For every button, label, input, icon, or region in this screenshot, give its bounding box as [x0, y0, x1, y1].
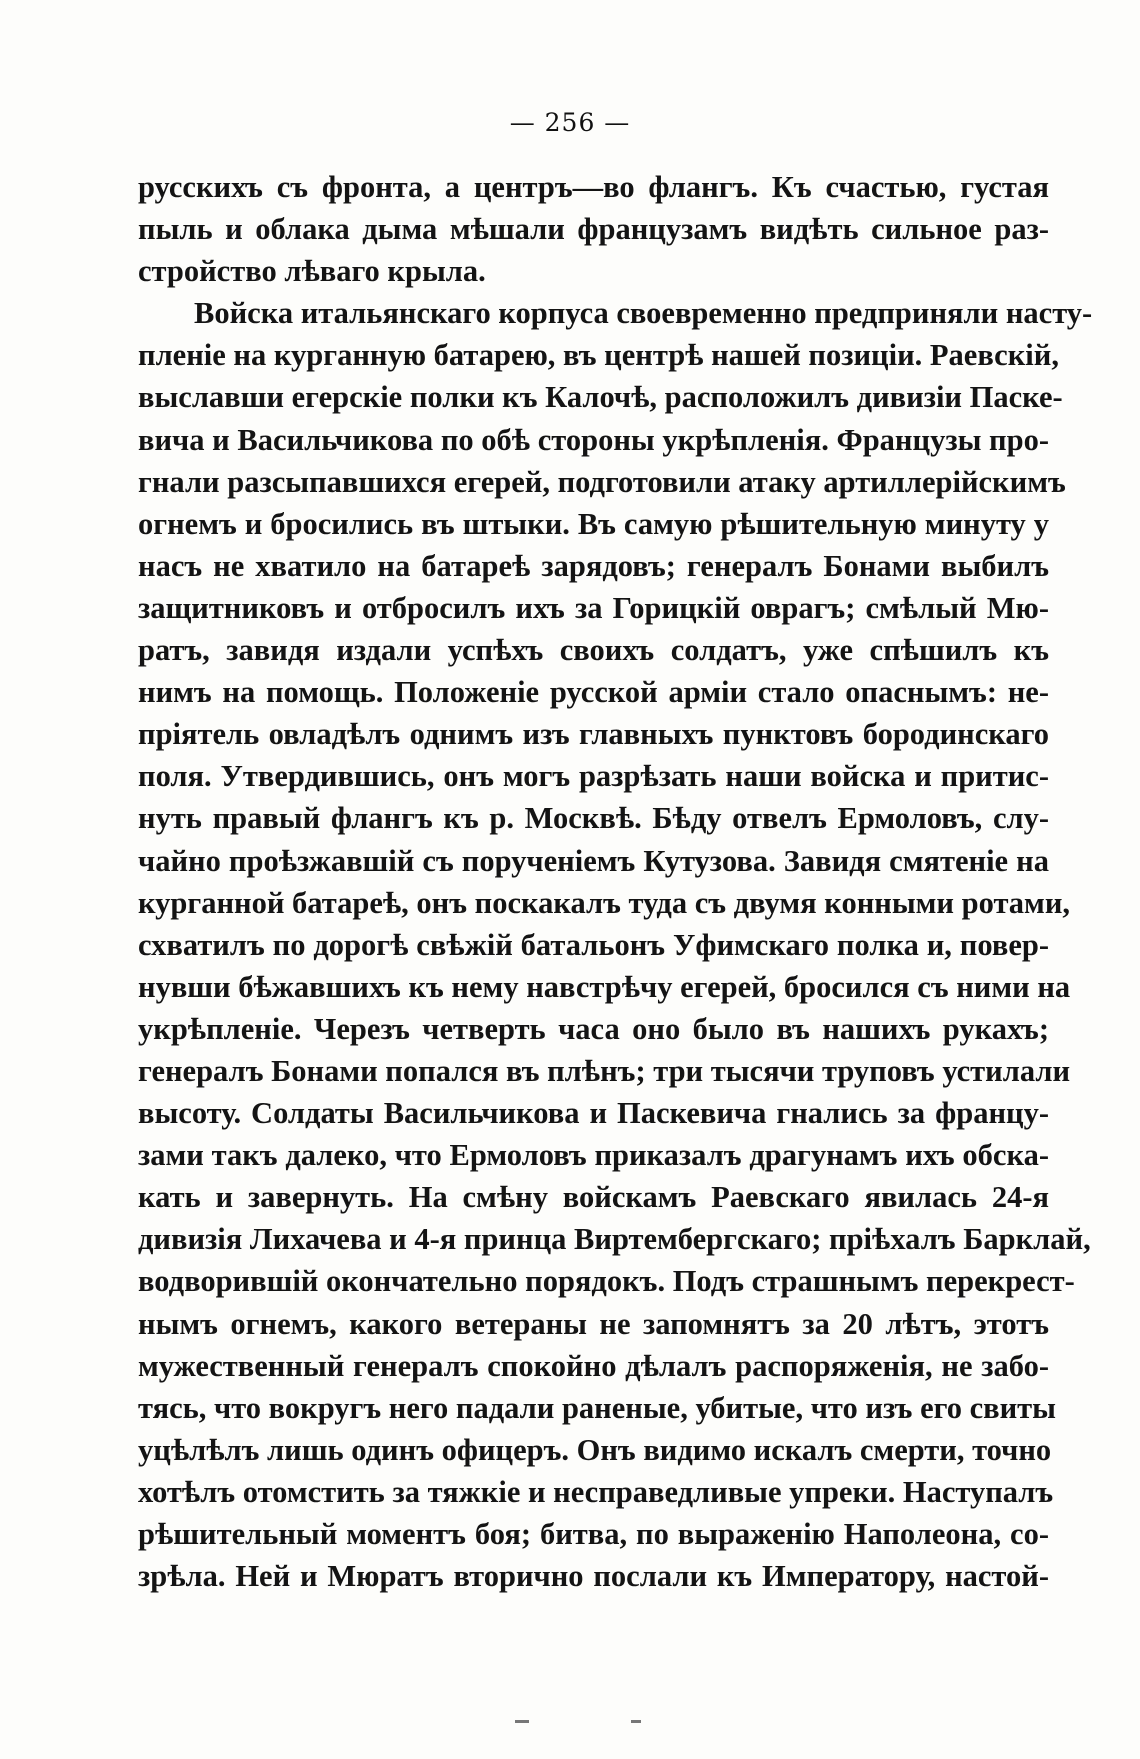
text-line: уцѣлѣлъ лишь одинъ офицеръ. Онъ видимо искалъ смерти, точно	[138, 1432, 1052, 1467]
text-line: кать и завернуть. На смѣну войскамъ Раевскаго явилась 24-я	[138, 1180, 1049, 1215]
text-line: высоту. Солдаты Васильчикова и Паскевича гнались за францу-	[138, 1096, 1049, 1131]
text-line: дивизія Лихачева и 4-я принца Виртембергскаго; пріѣхалъ Барклай,	[138, 1222, 1091, 1257]
text-line: выславши егерскіе полки къ Калочѣ, расположилъ дивизіи Паске-	[138, 380, 1063, 415]
text-line: пыль и облака дыма мѣшали французамъ видѣть сильное раз-	[138, 212, 1049, 247]
text-line: нымъ огнемъ, какого ветераны не запомнятъ за 20 лѣтъ, этотъ	[138, 1306, 1049, 1341]
text-line: насъ не хватило на батареѣ зарядовъ; генералъ Бонами выбилъ	[138, 548, 1049, 583]
text-line: тясь, что вокругъ него падали раненые, убитые, что изъ его свиты	[138, 1390, 1056, 1425]
text-line: гнали разсыпавшихся егерей, подготовили атаку артиллерійскимъ	[138, 464, 1066, 499]
text-line: курганной батареѣ, онъ поскакалъ туда съ двумя конными ротами,	[138, 885, 1071, 920]
text-line: укрѣпленіе. Черезъ четверть часа оно было въ нашихъ рукахъ;	[138, 1011, 1049, 1046]
text-line: рѣшительный моментъ боя; битва, по выраженію Наполеона, со-	[138, 1517, 1049, 1551]
text-line: русскихъ съ фронта, а центръ—во флангъ. Къ счастью, густая	[138, 170, 1049, 204]
text-line: чайно проѣзжавшій съ порученіемъ Кутузова. Завидя смятеніе на	[138, 843, 1049, 878]
text-line: защитниковъ и отбросилъ ихъ за Горицкій оврагъ; смѣлый Мю-	[138, 590, 1049, 625]
text-line: мужественный генералъ спокойно дѣлалъ распоряженія, не забо-	[138, 1348, 1049, 1383]
text-line: огнемъ и бросились въ штыки. Въ самую рѣшительную минуту у	[138, 506, 1049, 541]
text-line: пріятель овладѣлъ однимъ изъ главныхъ пунктовъ бородинскаго	[138, 717, 1049, 752]
text-line: хотѣлъ отомстить за тяжкіе и несправедливые упреки. Наступалъ	[138, 1474, 1054, 1509]
footer-mark	[631, 1720, 641, 1723]
text-line: нимъ на помощь. Положеніе русской арміи стало опаснымъ: не-	[138, 675, 1049, 710]
text-line: стройство лѣваго крыла.	[138, 254, 486, 289]
text-line: зами такъ далеко, что Ермоловъ приказалъ драгунамъ ихъ обска-	[138, 1138, 1049, 1173]
text-line: водворившій окончательно порядокъ. Подъ страшнымъ перекрест-	[138, 1264, 1075, 1299]
text-line: ратъ, завидя издали успѣхъ своихъ солдатъ, уже спѣшилъ къ	[138, 633, 1049, 668]
text-line: схватилъ по дорогѣ свѣжій батальонъ Уфимскаго полка и, повер-	[138, 927, 1049, 962]
text-line: поля. Утвердившись, онъ могъ разрѣзать наши войска и притис-	[138, 759, 1049, 794]
page-number: — 256 —	[509, 108, 631, 137]
text-line: пленіе на курганную батарею, въ центрѣ нашей позиціи. Раевскій,	[138, 338, 1059, 373]
footer-mark	[515, 1720, 529, 1723]
text-line: зрѣла. Ней и Мюратъ вторично послали къ Императору, настой-	[138, 1559, 1049, 1594]
text-line: генералъ Бонами попался въ плѣнъ; три тысячи труповъ устилали	[138, 1053, 1071, 1088]
text-line: нуть правый флангъ къ р. Москвѣ. Бѣду отвелъ Ермоловъ, слу-	[138, 801, 1049, 836]
text-line: вича и Васильчикова по обѣ стороны укрѣпленія. Французы про-	[138, 422, 1049, 457]
text-line: нувши бѣжавшихъ къ нему навстрѣчу егерей, бросился съ ними на	[138, 969, 1071, 1004]
body-text	[138, 166, 1093, 1597]
text-line: Войска итальянскаго корпуса своевременно предприняли насту-	[194, 296, 1093, 331]
